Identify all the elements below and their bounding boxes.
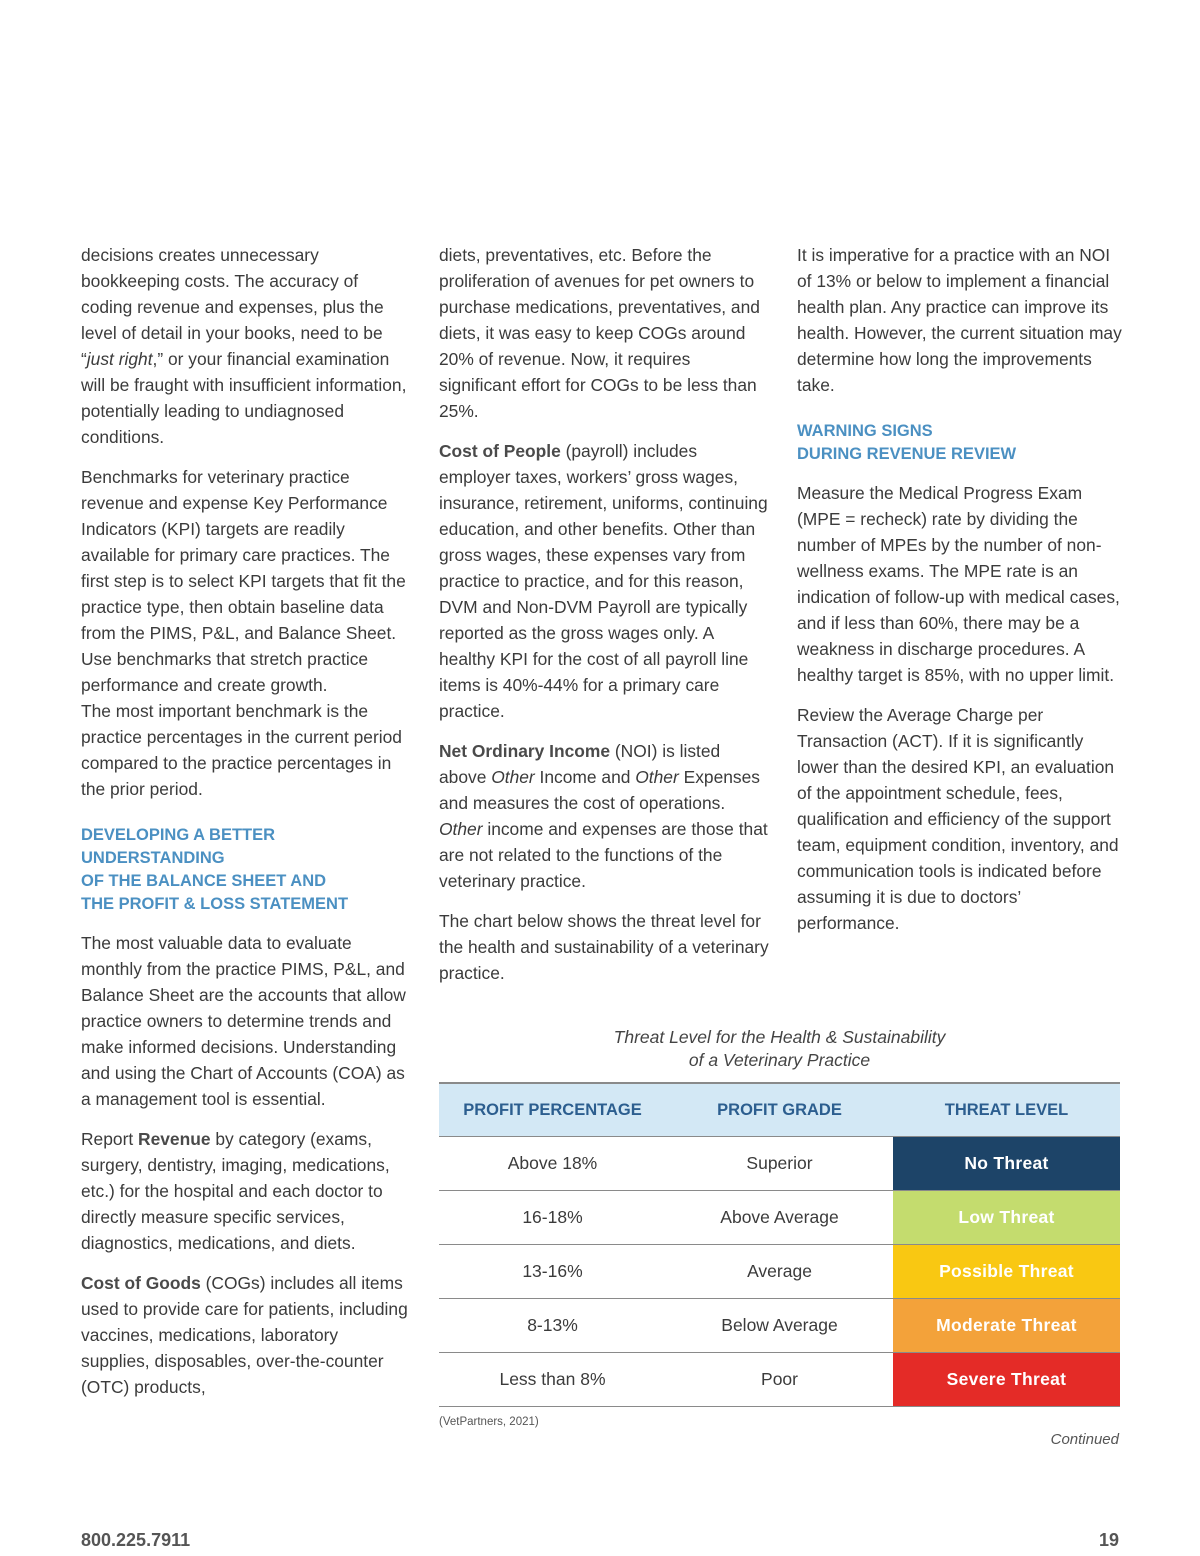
table-row bbox=[439, 1299, 1120, 1353]
profit-percentage-cell: 13-16% bbox=[439, 1245, 666, 1299]
column-header-profit-grade: PROFIT GRADE bbox=[666, 1083, 893, 1137]
column-header-profit-percentage: PROFIT PERCENTAGE bbox=[439, 1083, 666, 1137]
paragraph: The most important benchmark is the practice percentages in the current period compared to the practice percentages in the prior period. bbox=[81, 701, 402, 799]
continued-note: Continued bbox=[1050, 1431, 1119, 1448]
table-row bbox=[439, 1245, 1120, 1299]
table-caption: Threat Level for the Health & Sustainability of a Veterinary Practice bbox=[613, 1027, 946, 1070]
threat-level-cell: Moderate Threat bbox=[893, 1299, 1120, 1353]
section-heading: WARNING SIGNS DURING REVENUE REVIEW bbox=[797, 422, 1017, 463]
paragraph: Cost of Goods (COGs) includes all items used to provide care for patients, including vaccines, medications, laboratory supplies, disposables, over-the-counter (OTC) products, bbox=[81, 1273, 408, 1397]
table-source-note: (VetPartners, 2021) bbox=[439, 1416, 539, 1428]
paragraph: diets, preventatives, etc. Before the proliferation of avenues for pet owners to purchase medications, preventatives, and diets, it was easy to keep COGs around 20% of revenue. Now, it requires significant effort for COGs to be less than 25%. bbox=[439, 245, 760, 421]
paragraph: Report Revenue by category (exams, surgery, dentistry, imaging, medications, etc.) for the hospital and each doctor to directly measure specific services, diagnostics, medications, and diets. bbox=[81, 1129, 390, 1253]
paragraph: Cost of People (payroll) includes employer taxes, workers’ gross wages, insurance, retirement, uniforms, continuing education, and other benefits. Other than gross wages, these expenses vary from practice to practice, and for this reason, DVM and Non-DVM Payroll are typically reported as the gross wages only. A healthy KPI for the cost of all payroll line items is 40%-44% for a primary care practice. bbox=[439, 441, 768, 721]
paragraph: Benchmarks for veterinary practice revenue and expense Key Performance Indicators (KPI) targets are readily available for primary care practices. The first step is to select KPI targets that fit the practice type, then obtain baseline data from the PIMS, P&L, and Balance Sheet. Use benchmarks that stretch practice performance and create growth. bbox=[81, 467, 406, 695]
profit-grade-cell: Below Average bbox=[666, 1299, 893, 1353]
column-right bbox=[797, 242, 1127, 950]
paragraph: It is imperative for a practice with an NOI of 13% or below to implement a financial health plan. Any practice can improve its health. However, the current situation may determine how long the improvements take. bbox=[797, 245, 1122, 395]
paragraph: The most valuable data to evaluate monthly from the practice PIMS, P&L, and Balance Sheet are the accounts that allow practice owners to determine trends and make informed decisions. Understanding and using the Chart of Accounts (COA) as a management tool is essential. bbox=[81, 933, 406, 1109]
threat-level-cell: Possible Threat bbox=[893, 1245, 1120, 1299]
column-header-threat-level: THREAT LEVEL bbox=[893, 1083, 1120, 1137]
table-row bbox=[439, 1353, 1120, 1407]
profit-grade-cell: Poor bbox=[666, 1353, 893, 1407]
profit-percentage-cell: Less than 8% bbox=[439, 1353, 666, 1407]
column-middle bbox=[439, 242, 769, 1000]
threat-level-cell: Severe Threat bbox=[893, 1353, 1120, 1407]
table-row bbox=[439, 1191, 1120, 1245]
paragraph: The chart below shows the threat level for the health and sustainability of a veterinary practice. bbox=[439, 911, 769, 983]
threat-level-cell: No Threat bbox=[893, 1137, 1120, 1191]
profit-grade-cell: Above Average bbox=[666, 1191, 893, 1245]
threat-level-cell: Low Threat bbox=[893, 1191, 1120, 1245]
paragraph: Review the Average Charge per Transaction (ACT). If it is significantly lower than the desired KPI, an evaluation of the appointment schedule, fees, qualification and efficiency of the support team, equipment condition, inventory, and communication tools is indicated before assuming it is due to doctors’ performance. bbox=[797, 705, 1119, 933]
footer-page-number: 19 bbox=[1098, 1530, 1119, 1550]
paragraph: Net Ordinary Income (NOI) is listed above Other Income and Other Expenses and measures the cost of operations. Other income and expenses are those that are not related to the functions of the veterinary practice. bbox=[439, 741, 768, 891]
paragraph: Measure the Medical Progress Exam (MPE = recheck) rate by dividing the number of MPEs by the number of non-wellness exams. The MPE rate is an indication of follow-up with medical cases, and if less than 60%, there may be a weakness in discharge procedures. A healthy target is 85%, with no upper limit. bbox=[797, 483, 1120, 685]
profit-percentage-cell: 8-13% bbox=[439, 1299, 666, 1353]
section-heading: DEVELOPING A BETTER UNDERSTANDING OF THE BALANCE SHEET AND THE PROFIT & LOSS STATEMENT bbox=[81, 826, 349, 913]
profit-percentage-cell: 16-18% bbox=[439, 1191, 666, 1245]
threat-level-table bbox=[439, 1082, 1120, 1407]
footer-phone-number: 800.225.7911 bbox=[81, 1530, 191, 1550]
threat-level-table-block bbox=[439, 1026, 1120, 1428]
profit-percentage-cell: Above 18% bbox=[439, 1137, 666, 1191]
profit-grade-cell: Superior bbox=[666, 1137, 893, 1191]
column-left bbox=[81, 242, 411, 1414]
table-row bbox=[439, 1137, 1120, 1191]
profit-grade-cell: Average bbox=[666, 1245, 893, 1299]
paragraph: decisions creates unnecessary bookkeeping costs. The accuracy of coding revenue and expenses, plus the level of detail in your books, need to be “just right,” or your financial examination will be fraught with insufficient information, potentially leading to undiagnosed conditions. bbox=[81, 245, 407, 447]
